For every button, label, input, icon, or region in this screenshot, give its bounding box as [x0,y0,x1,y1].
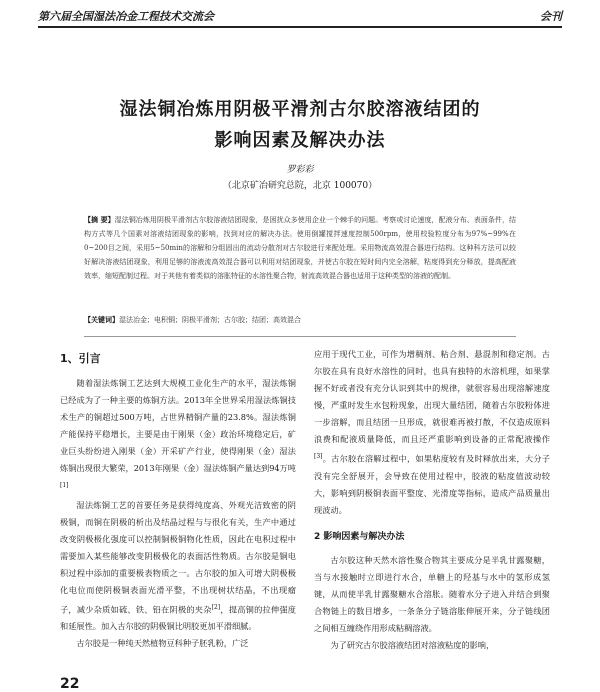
abstract [84,213,516,283]
citation: [2] [211,603,221,611]
author-affiliation: （北京矿冶研究总院，北京 100070） [222,181,378,191]
running-header [38,8,562,28]
paragraph: 古尔胶这种天然水溶性聚合物其主要成分是半乳甘露聚糖，当与水接触时立即进行水合，单糖上的羟基与水中的氢形成氢键，从而使半乳甘露聚糖水合溶胀。随着水分子进入并结合到聚合物链上的数目增多，一条条分子链溶胀伸展开来，分子链线团之间相互缠绕作用形成粘稠溶液。 [314,554,550,633]
section-label: 会刊 [540,10,562,23]
paragraph: 应用于现代工业，可作为增稠剂、粘合剂、悬混剂和稳定剂。古尔胶在具有良好水溶性的同时，也具有独特的水溶机理，如果掌握不好或者没有充分认识到其中的规律，就很容易出现溶解速度慢，严重时发生水包粉现象，出现大量结团，随着古尔胶粉体进一步溶解，而且结团一旦形成，就很难再被打散，不仅造成原料浪费和配液质量降低，而且还严重影响到设备的正常配液操作[3]。古尔胶在溶解过程中，如果粘度较有及时释放出来，大分子没有完全舒展开，会导致在使用过程中，胶液的粘度值波动较大，影响到阴极铜表面平整度、光滑度等指标，造成产品质量出现波动。 [314,349,550,515]
section-heading-factors: 2 影响因素与解决办法 [314,531,405,542]
paragraph: 古尔胶是一种纯天然植物豆科种子胚乳粉，广泛 [76,638,249,649]
citation: [1] [60,482,69,489]
left-column [60,350,296,652]
keywords [84,313,516,327]
section-heading-intro: 1、引言 [60,352,101,365]
abstract-label: 【摘 要】 [84,216,115,224]
page-number: 22 [60,676,80,692]
paragraph: 湿法炼铜工艺的首要任务是获得纯度高、外观光洁致密的阴极铜，而铜在阴极的析出及结晶过程与与很化有关，生产中通过改变阴极极化强度可以控制铜极铜物化性质，因此在电积过程中需要加入某些能够改变阴极极化的表面活性物质。古尔胶是铜电积过程中添加的重要极表物质之一。古尔胶的加入可增大阴极极化电位而使阴极铜表面光滑平整，不出现树状结晶，不出现瘤子，减少杂质如硫、铁、铅在阴极的夹杂[2]，提高铜的拉伸强度和延展性。加入古尔胶的阴极铜比明胶更加平滑细腻。 [60,499,296,632]
right-column [314,346,550,654]
paragraph: 随着湿法炼铜工艺达到大规模工业化生产的水平，湿法炼铜已经成为了一种主要的炼铜方法。2013年全世界采用湿法炼铜技术生产的铜超过500万吨，占世界精铜产量的23.8%。湿法炼铜产能保持平稳增长，主要是由于刚果（金）政治环境稳定后，矿业巨头纷纷进入刚果（金）开采矿产行业，使得刚果（金）湿法炼铜出现很大繁荣，2013年刚果（金）湿法炼铜产量达到94万吨[1] [60,378,296,489]
keywords-label: 【关键词】 [84,316,119,324]
divider [84,336,516,337]
conference-name: 第六届全国湿法冶金工程技术交流会 [38,10,214,23]
paper-title-line-1: 湿法铜冶炼用阴极平滑剂古尔胶溶液结团的 [119,99,481,120]
paragraph: 为了研究古尔胶溶液结团对溶液粘度的影响， [330,639,495,650]
author-name: 罗彩彩 [286,165,314,175]
citation: [3] [314,453,323,460]
paper-title-line-2: 影响因素及解决办法 [214,130,386,151]
abstract-text: 湿法铜冶炼用阴极平滑剂古尔胶溶液结团现象，是困扰众多使用企业一个棘手的问题。考察或讨论速度，配液分布、表面条件，结构方式等几个国素对溶液结团现象的影响，找到对应的解决办法。使用倒罐搅拌速度控制500rpm，使用校验粒度分布为97%~99%在0~200目之间，采用5~50min的溶解和分组固出的流动分散剂对古尔胶进行来配处理。采用物流高效混合器进行结构。这种科方法可以较好解决溶液结团现象，利用足够的溶液流高效混合器可以利用对结团现象，并使古尔胶在短时间内完全溶解，粘度得到充分释放，提高配液效率，缩短配制过程。对于其他有着类似的溶胀特征的水溶性聚合物，射流高效混合器也适用于这种类型的溶液的配制。 [84,216,517,280]
keywords-text: 湿法冶金；电积铜；阴极平滑剂；古尔胶；结团；高效混合 [119,316,301,324]
